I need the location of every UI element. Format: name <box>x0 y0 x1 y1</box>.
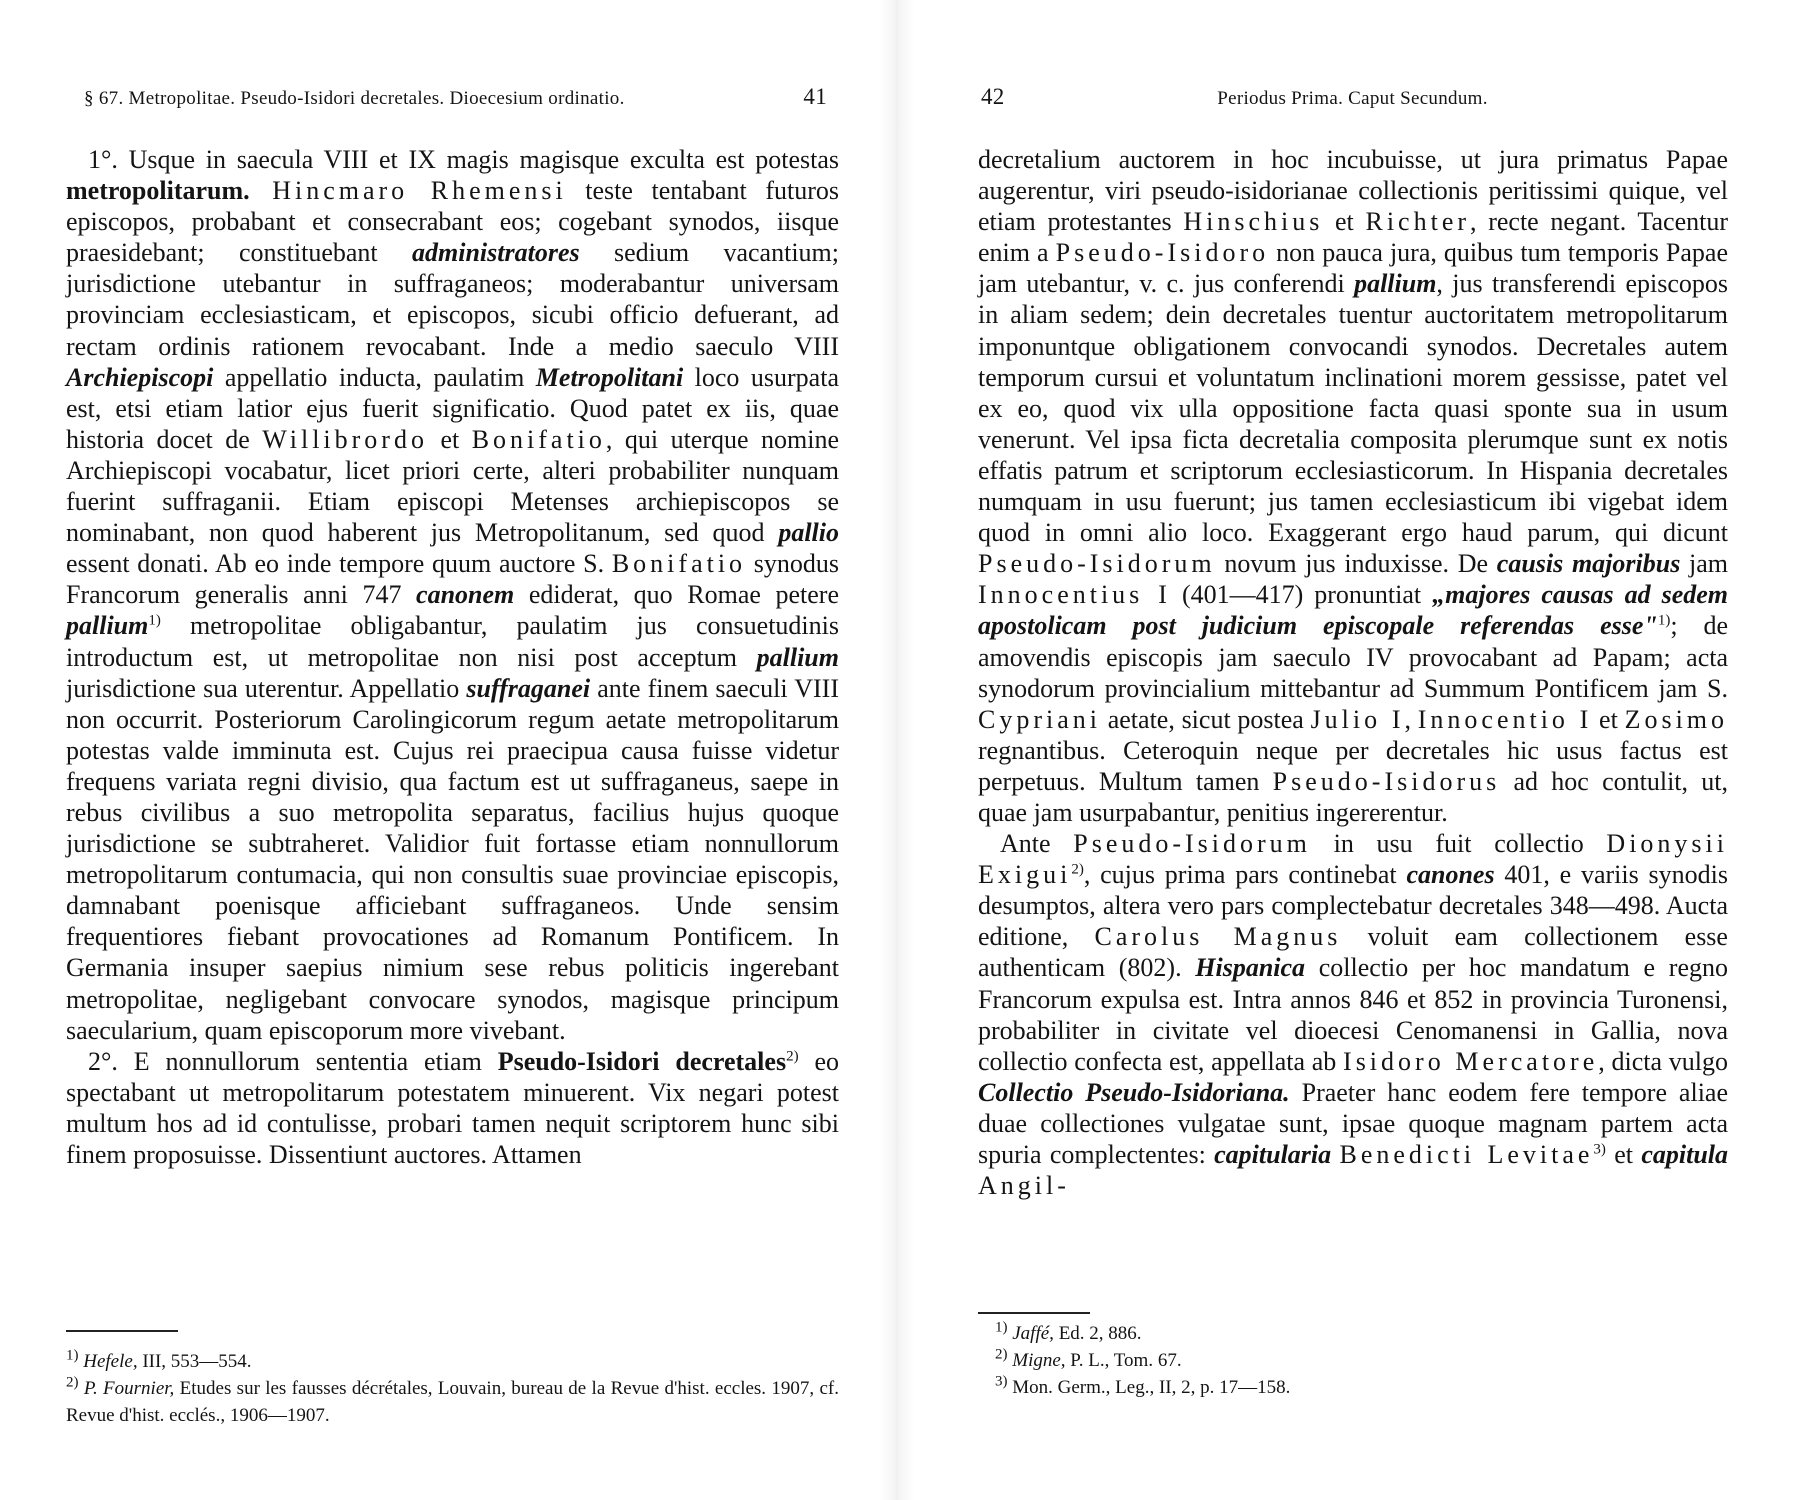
italic-term: pallium <box>756 642 839 672</box>
left-body-text <box>66 144 839 1170</box>
italic-term: Collectio Pseudo-Isidoriana. <box>978 1077 1290 1107</box>
paragraph-3: Ante Pseudo-Isidorum in usu fuit collectio Dionysii Exigui$^{2)}$, cujus prima pars continebat canones 401, e variis synodis desumptos, altera vero pars complectebatur decretales 348—498. Aucta editione, Carolus Magnus voluit eam collectionem esse authenticam (802). Hispanica collectio per hoc mandatum e regno Francorum expulsa est. Intra annos 846 et 852 in provincia Turonensi, probabiliter in civitate vel dioecesi Cenomanensi in Gallia, nova collectio confecta est, appellata ab Isidoro Mercatore, dicta vulgo Collectio Pseudo-Isidoriana. Praeter hanc eodem fere tempore aliae duae collectiones vulgatae sunt, ipsae quoque magnam partem acta spuria complectentes: capitularia Benedicti Levitae$^{3)}$ et capitula Angil- <box>978 829 1728 1201</box>
bold-term: metropolitarum. <box>66 176 250 206</box>
paragraph-number: 1°. <box>88 145 118 174</box>
spaced-name: Hincmaro Rhemensi <box>249 176 567 206</box>
footnote-ref: 2) <box>786 1048 799 1065</box>
footnote-3: $^{3)}$ Mon. Germ., Leg., II, 2, p. 17—158. <box>995 1373 1291 1398</box>
right-running-header <box>981 84 1724 116</box>
spaced-name: Dionysii Exigui <box>978 829 1728 890</box>
paragraph-continued: decretalium auctorem in hoc incubuisse, ut jura primatus Papae augerentur, viri pseudo-isidorianae collectionis peritissimi quique, vel etiam protestantes Hinschius et Richter, recte negant. Tacentur enim a Pseudo-Isidoro non pauca jura, quibus tum temporis Papae jam utebantur, v. c. jus conferendi pallium, jus transferendi episcopos in aliam sedem; dein decretales tuentur auctoritatem metropolitarum imponuntque obligationem convocandi synodos. Decretales autem temporum cursui et voluntatum inclinationi morem gessisse, patet vel ex eo, quod vix ulla oppositione facta quasi sponte sua in usum venerunt. Vel ipsa ficta decretalia composita plerumque sunt ex notis effatis patrum et scriptorum ecclesiasticorum. In Hispania decretales numquam in usu fuerunt; jus tamen ecclesiasticum ibi vigebat idem quod in omni alio loco. Exaggerant ergo haud parum, qui dicunt Pseudo-Isidorum novum jus induxisse. De causis majoribus jam Innocentius I (401—417) pronuntiat „majores causas ad sedem apostolicam post judicium episcopale referendas esse"$^{1)}$; de amovendis episcopis jam saeculo IV provocabant ad Papam; acta synodorum provincialium mittebantur ad Summum Pontificem jam S. Cypriani aetate, sicut postea Julio I, Innocentio I et Zosimo regnantibus. Ceteroquin neque per decretales hic usus factus est perpetuus. Multum tamen Pseudo-Isidorus ad hoc contulit, ut, quae jam usurpabantur, penitius ingererentur. <box>978 145 1729 827</box>
spaced-name: Richter <box>1365 207 1471 237</box>
footnote-ref: 3) <box>1593 1141 1606 1158</box>
spaced-name: Julio I <box>1310 704 1405 734</box>
spaced-name: Willibrordo <box>262 424 428 454</box>
italic-quotation: „majores causas ad sedem apostolicam post judicium episcopale referendas esse" <box>978 580 1729 641</box>
paragraph-1: 1°. Usque in saecula VIII et IX magis magisque exculta est potestas metropolitarum. Hincmaro Rhemensi teste tentabant futuros episcopos, probabant et consecrabant eos; cogebant synodos, iisque praesidebant; constituebant administratores sedium vacantium; jurisdictione utebantur in suffraganeos; moderabantur universam provinciam ecclesiasticam, et episcopos, sicubi officio defuerant, ad rectam ordinis rationem revocabant. Inde a medio saeculo VIII Archiepiscopi appellatio inducta, paulatim Metropolitani loco usurpata est, etsi etiam latior ejus fuerit significatio. Quod patet ex iis, quae historia docet de Willibrordo et Bonifatio, qui uterque nomine Archiepiscopi vocabatur, licet priori certe, alteri probabiliter nunquam fuerint suffraganii. Etiam episcopi Metenses archiepiscopos se nominabant, non quod haberent jus Metropolitanum, sed quod pallio essent donati. Ab eo inde tempore quum auctore S. Bonifatio synodus Francorum generalis anni 747 canonem ediderat, quo Romae petere pallium$^{1)}$ metropolitae obligabantur, paulatim jus consuetudinis introductum est, ut metropolitae non nisi post acceptum pallium jurisdictione sua uterentur. Appellatio suffraganei ante finem saeculi VIII non occurrit. Posteriorum Carolingicorum regum aetate metropolitarum potestas valde imminuta est. Cujus rei praecipua causa fuisse videtur frequens variata regni divisio, qua factum est ut suffraganeus, saepe in rebus civilibus a suo metropolita separatus, facilius hujus quoque jurisdictione se subtraheret. Validior fuit fortasse etiam nonnullorum metropolitarum contumacia, qui non consultis suae provinciae episcopis, damnabant poenisque afficiebant suffraganeos. Unde sensim frequentiores fiebant provocationes ad Romanum Pontificem. In Germania insuper saepius nimium sese rebus politicis ingerebant metropolitae, negligebant convocare synodos, magisque principum saecularium, quam episcoporum more vivebant. <box>66 145 840 1045</box>
italic-term: capitularia <box>1214 1140 1332 1169</box>
italic-term: canonem <box>416 580 515 610</box>
italic-term: Metropolitani <box>535 362 684 392</box>
italic-term: administratores <box>412 238 580 268</box>
footnote-1: $^{1)}$ Hefele, III, 553—554. <box>66 1347 252 1372</box>
italic-term: Hispanica <box>1195 953 1306 983</box>
spaced-name: Hinschius <box>1183 207 1324 237</box>
italic-term: causis majoribus <box>1496 549 1681 579</box>
italic-term: canones <box>1406 860 1495 890</box>
spaced-name: Pseudo-Isidorum <box>1073 829 1311 859</box>
spaced-name: Zosimo <box>1624 704 1729 734</box>
bold-term: Pseudo-Isidori decretales <box>497 1046 787 1076</box>
italic-term: capitula <box>1641 1140 1728 1169</box>
spaced-name: Innocentius I <box>978 580 1171 610</box>
italic-term: pallium <box>1354 269 1437 299</box>
spaced-name: Benedicti Levitae <box>1339 1140 1594 1169</box>
italic-term: pallio <box>778 518 839 548</box>
spaced-name: Bonifatio <box>611 549 747 579</box>
spaced-name: Carolus Magnus <box>1094 922 1342 952</box>
footnote-ref: 1) <box>1657 612 1671 629</box>
italic-term: Archiepiscopi <box>66 362 214 392</box>
footnote-2: $^{2)}$ Migne, P. L., Tom. 67. <box>995 1346 1182 1371</box>
footnote-1: $^{1)}$ Jaffé, Ed. 2, 886. <box>995 1319 1142 1344</box>
right-body-text <box>978 144 1728 1201</box>
left-page-number: 41 <box>803 84 827 109</box>
italic-term: suffraganei <box>466 673 591 703</box>
right-header-title: Periodus Prima. Caput Secundum. <box>1217 88 1488 109</box>
spaced-name: Angil- <box>978 1171 1070 1201</box>
spaced-name: Pseudo-Isidoro <box>1055 238 1270 268</box>
left-footnotes <box>66 1348 839 1429</box>
footnote-ref: 1) <box>148 612 161 629</box>
left-running-header <box>84 84 827 116</box>
spaced-name: Pseudo-Isidorum <box>978 549 1216 579</box>
spaced-name: Pseudo-Isidorus <box>1272 766 1501 796</box>
footnote-ref: 2) <box>1071 861 1084 878</box>
spaced-name: Innocentio I <box>1417 704 1593 734</box>
right-page-number: 42 <box>981 84 1005 109</box>
spaced-name: Cypriani <box>978 704 1101 734</box>
footnote-2: $^{2)}$ P. Fournier, Etudes sur les fausses décrétales, Louvain, bureau de la Revue d'hist. eccles. 1907, cf. Revue d'hist. ecclés., 1906—1907. <box>66 1374 839 1426</box>
right-footnotes <box>995 1320 1595 1401</box>
spaced-name: Isidoro Mercatore <box>1343 1046 1599 1076</box>
footnote-divider <box>66 1330 178 1332</box>
footnote-divider <box>978 1312 1090 1314</box>
left-header-title: § 67. Metropolitae. Pseudo-Isidori decretales. Dioecesium ordinatio. <box>84 88 625 109</box>
paragraph-2: 2°. E nonnullorum sententia etiam Pseudo-Isidori decretales$^{2)}$ eo spectabant ut metropolitarum potestatem minuerent. Vix negari potest multum hos ad id contulisse, probari tamen nequit scriptorem hunc sibi finem proposuisse. Dissentiunt auctores. Attamen <box>66 1046 839 1169</box>
spaced-name: Bonifatio <box>471 424 606 454</box>
italic-term: pallium <box>66 611 149 641</box>
paragraph-number: 2°. <box>88 1046 118 1076</box>
